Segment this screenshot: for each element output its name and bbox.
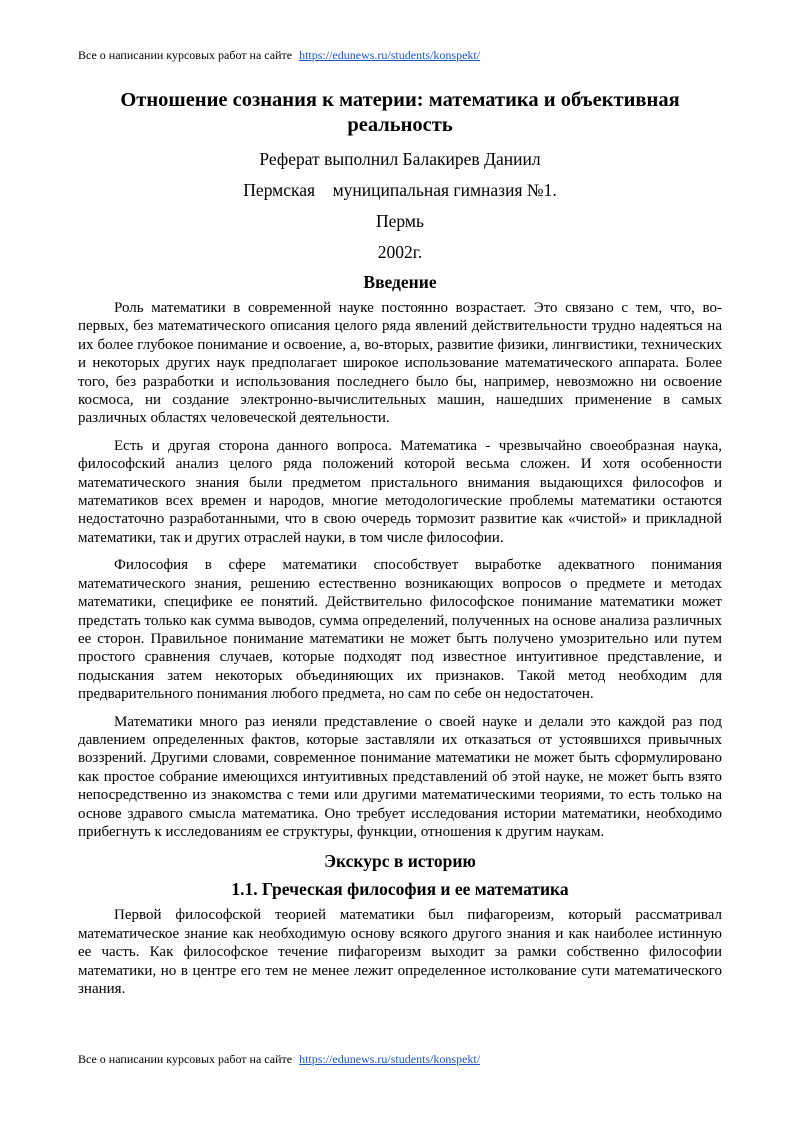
header-link[interactable]: https://edunews.ru/students/konspekt/ xyxy=(299,48,481,62)
paragraph: Первой философской теорией математики был пифагореизм, который рассматривал математическое знание как необходимую основу всякого другого знания и как наиболее истинную ее часть. Как философское течение пифагореизм выходит за рамки собственно философии математики, но в центре его тем не менее лежит определенное истолкование сути математического знания. xyxy=(78,907,722,997)
subsection-heading-greek: 1.1. Греческая философия и ее математика xyxy=(231,879,569,900)
section-heading-intro: Введение xyxy=(363,272,437,292)
page-footer xyxy=(78,1051,480,1067)
year-line: 2002г. xyxy=(377,242,423,262)
document-title: Отношение сознания к материи: математика и объективная реальность xyxy=(120,89,680,136)
page-header xyxy=(78,47,480,63)
paragraph: Есть и другая сторона данного вопроса. Математика - чрезвычайно своеобразная наука, философский анализ целого ряда положений которой весьма сложен. И хотя особенности математического знания были предметом пристального внимания выдающихся философов и математиков всех времен и народов, многие методологические проблемы математики остаются недостаточно разработанными, что в свою очередь тормозит развитие как «чистой» и прикладной математики, так и других отраслей науки, в том числе философии. xyxy=(78,437,722,546)
header-text: Все о написании курсовых работ на сайте xyxy=(78,48,293,62)
author-line: Реферат выполнил Балакирев Даниил xyxy=(259,149,541,169)
school-line: Пермская муниципальная гимназия №1. xyxy=(243,180,557,200)
paragraph: Роль математики в современной науке постоянно возрастает. Это связано с тем, что, во-первых, без математического описания целого ряда явлений действительности трудно надеяться на их более глубокое понимание и освоение, а, во-вторых, развитие физики, лингвистики, технических и некоторых других наук предполагает широкое использование математического аппарата. Более того, без разработки и использования последнего было бы, например, невозможно ни освоение космоса, ни создание электронно-вычислительных машин, нашедших применение в самых различных областях человеческой деятельности. xyxy=(78,300,722,427)
paragraph: Философия в сфере математики способствует выработке адекватного понимания математического знания, решению естественно возникающих вопросов о предмете и методах математики, специфике ее понятий. Действительно философское понимание математики может предстать только как сумма выводов, сумма определений, полученных на основе анализа различных ее сторон. Правильное понимание математики не может быть получено умозрительно или путем простого сравнения случаев, которые подходят под известное интуитивное представление, и подыскания затем некоторых объединяющих их признаков. Такой метод необходим для предварительного понимания любого предмета, но сам по себе он недостаточен. xyxy=(78,557,722,703)
city-line: Пермь xyxy=(376,211,424,231)
footer-text: Все о написании курсовых работ на сайте xyxy=(78,1052,293,1066)
footer-link[interactable]: https://edunews.ru/students/konspekt/ xyxy=(299,1052,481,1066)
paragraph: Математики много раз иеняли представление о своей науке и делали это каждой раз под давлением определенных фактов, которые заставляли их отказаться от устоявшихся привычных воззрений. Другими словами, современное понимание математики не может быть сформулировано как простое собрание имеющихся интуитивных представлений об этой науке, не может быть взято непосредственно из знакомства с теми или другими математическими теориями, то есть только на основе здравого смысла математика. Оно требует исследования истории математики, необходимо прибегнуть к исследованиям ее структуры, функции, отношения к другим наукам. xyxy=(78,713,722,840)
document-body xyxy=(78,88,722,1007)
section-heading-history: Экскурс в историю xyxy=(324,851,476,872)
